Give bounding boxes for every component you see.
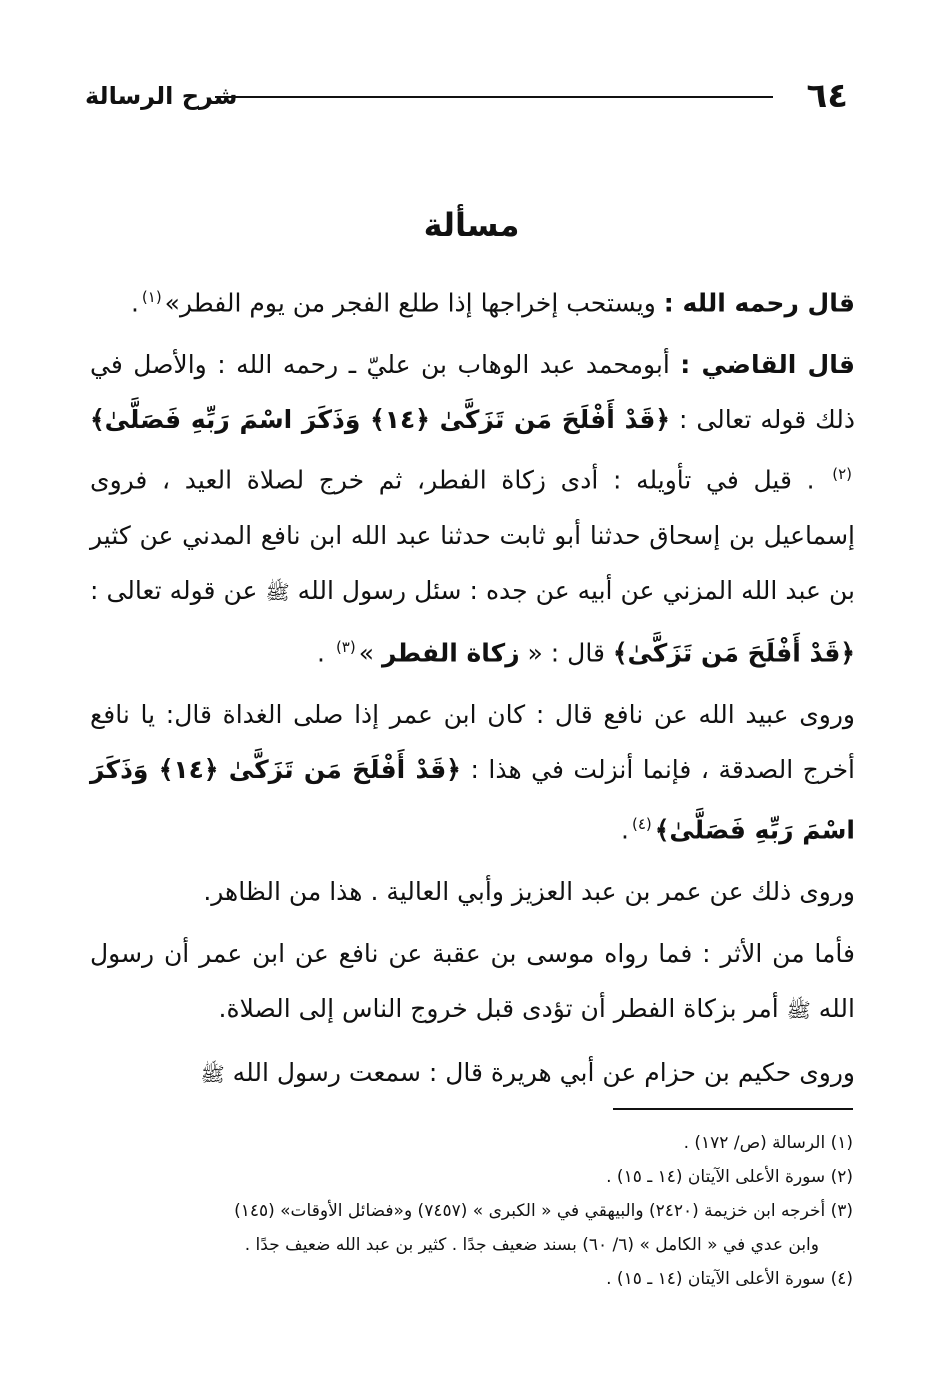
salutation-3: ﷺ bbox=[200, 1062, 225, 1087]
paragraph-1-intro: قال رحمه الله : bbox=[663, 288, 855, 318]
paragraph-2-text-5: » bbox=[358, 637, 382, 667]
footnote-separator bbox=[613, 1108, 853, 1110]
paragraph-4: وروى ذلك عن عمر بن عبد العزيز وأبي العالية . هذا من الظاهر. bbox=[203, 877, 855, 907]
paragraph-5-text-2: أمر بزكاة الفطر أن تؤدى قبل خروج الناس إلى الصلاة. bbox=[218, 994, 787, 1024]
paragraph-5-text-1: فأما من الأثر : فما رواه موسى بن عقبة عن نافع عن ابن عمر أن رسول الله bbox=[90, 939, 855, 1024]
paragraph-2-text-4: قال : « bbox=[519, 637, 613, 667]
paragraph-2-text-2: . قيل في تأويله : أدى زكاة الفطر، ثم خرج لصلاة العيد ، فروى إسماعيل بن إسحاق حدثنا أبو ثابت حدثنا عبد الله ابن نافع المدني عن كثير بن عبد الله المزني عن أبيه عن جده : سئل رسول الله bbox=[90, 465, 855, 605]
zakat-al-fitr-phrase: زكاة الفطر bbox=[381, 637, 520, 667]
paragraph-2-text-1: أبومحمد عبد الوهاب بن عليّ ـ رحمه الله : والأصل في ذلك قوله تعالى : bbox=[90, 350, 855, 435]
page-header bbox=[85, 76, 848, 116]
quran-verse-3: ﴿قَدْ أَفْلَحَ مَن تَزَكَّىٰ ﴿١٤﴾ وَذَكَرَ اسْمَ رَبِّهِ فَصَلَّىٰ﴾ bbox=[90, 754, 855, 845]
body-text bbox=[90, 270, 855, 1109]
footnote-4: (٤) سورة الأعلى الآيتان (١٤ ـ ١٥) . bbox=[606, 1269, 853, 1289]
paragraph-5 bbox=[90, 926, 855, 1038]
footnote-1: (١) الرسالة (ص/ ١٧٢) . bbox=[683, 1133, 853, 1153]
footnote-ref-4: (٤) bbox=[631, 814, 652, 833]
running-title: شرح الرسالة bbox=[85, 82, 238, 110]
quran-verse-2: ﴿قَدْ أَفْلَحَ مَن تَزَكَّىٰ﴾ bbox=[612, 637, 855, 667]
paragraph-3-end: . bbox=[621, 815, 629, 845]
footnotes bbox=[88, 1126, 853, 1296]
paragraph-2-intro: قال القاضي : bbox=[680, 350, 855, 380]
salutation-1: ﷺ bbox=[265, 579, 290, 604]
paragraph-1-end: . bbox=[130, 288, 139, 318]
footnote-ref-1: (١) bbox=[141, 288, 162, 306]
header-rule bbox=[215, 96, 773, 98]
paragraph-2-text-3: عن قوله تعالى : bbox=[90, 575, 266, 605]
salutation-2: ﷺ bbox=[786, 998, 811, 1023]
paragraph-6-text: وروى حكيم بن حزام عن أبي هريرة قال : سمعت رسول الله bbox=[224, 1058, 855, 1088]
section-title: مسألة bbox=[423, 206, 520, 244]
paragraph-2-end: . bbox=[317, 637, 333, 667]
paragraph-1-text: ويستحب إخراجها إذا طلع الفجر من يوم الفطر» bbox=[164, 288, 664, 318]
paragraph-2 bbox=[90, 337, 855, 680]
paragraph-3 bbox=[90, 687, 855, 857]
footnote-ref-2: (٢) bbox=[832, 465, 852, 484]
paragraph-6 bbox=[90, 1045, 855, 1102]
paragraph-3-text: وروى عبيد الله عن نافع قال : كان ابن عمر إذا صلى الغداة قال: يا نافع أخرج الصدقة ، فإنما أنزلت في هذا : bbox=[90, 699, 855, 784]
footnote-2: (٢) سورة الأعلى الآيتان (١٤ ـ ١٥) . bbox=[606, 1167, 853, 1187]
footnote-3-continued: وابن عدي في « الكامل » (٦/ ٦٠) بسند ضعيف جدًا . كثير بن عبد الله ضعيف جدًا . bbox=[244, 1235, 819, 1255]
quran-verse-1: ﴿قَدْ أَفْلَحَ مَن تَزَكَّىٰ ﴿١٤﴾ وَذَكَرَ اسْمَ رَبِّهِ فَصَلَّىٰ﴾ bbox=[90, 405, 671, 435]
footnote-ref-3: (٣) bbox=[335, 637, 356, 656]
page-number: ٦٤ bbox=[806, 76, 848, 116]
paragraph-1 bbox=[90, 270, 855, 330]
footnote-3: (٣) أخرجه ابن خزيمة (٢٤٢٠) والبيهقي في « الكبرى » (٧٤٥٧) و«فضائل الأوقات» (١٤٥) bbox=[234, 1201, 853, 1221]
